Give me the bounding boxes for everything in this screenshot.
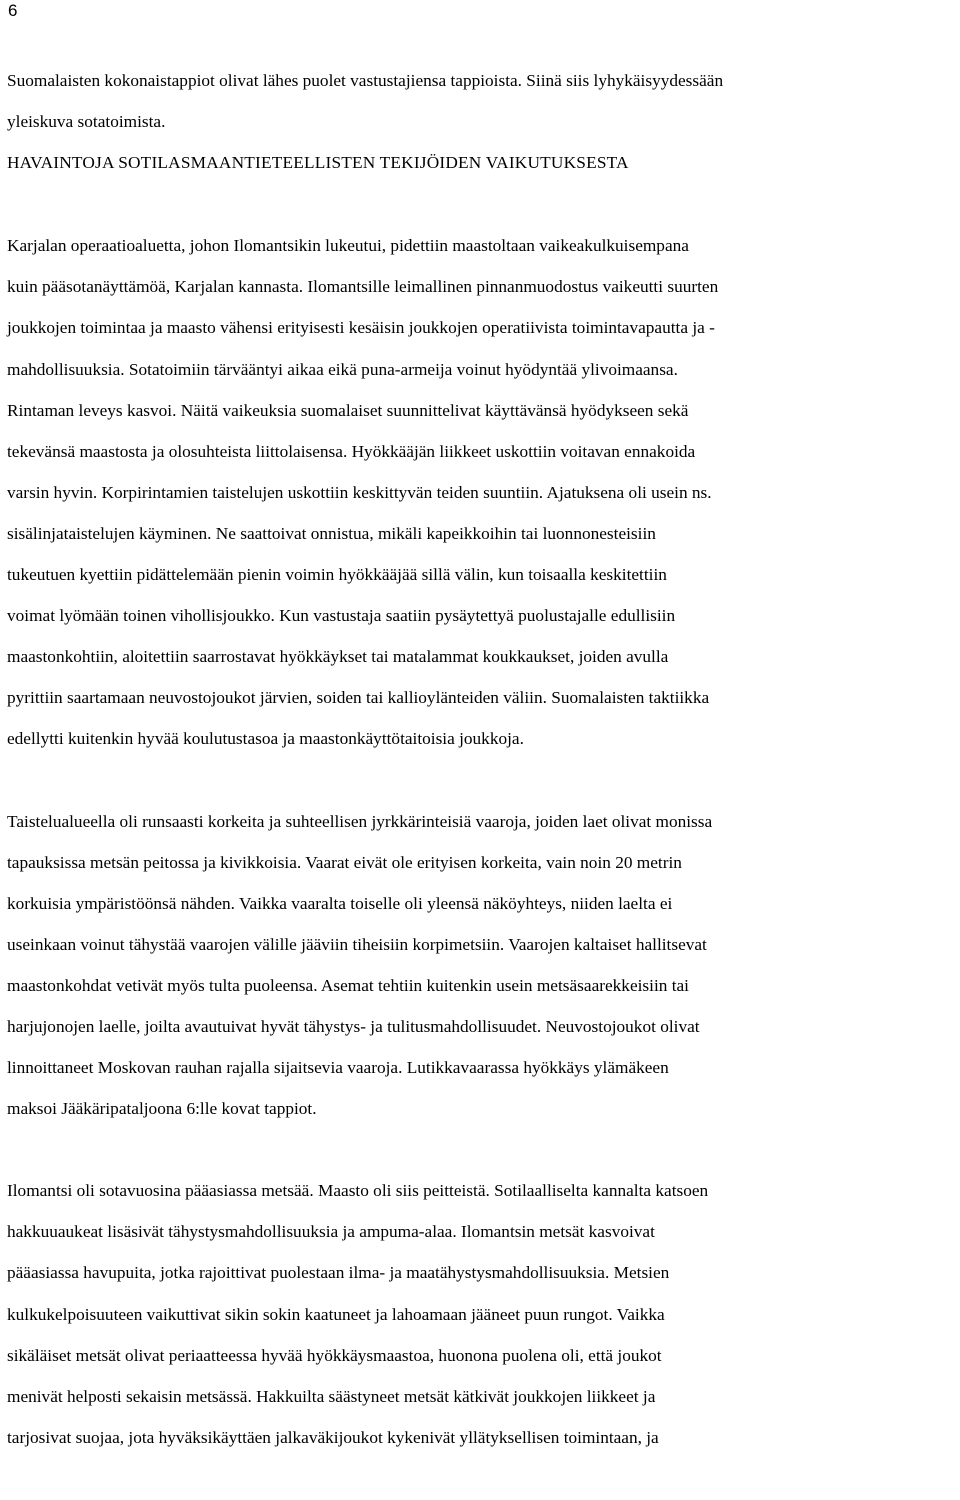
text-line: linnoittaneet Moskovan rauhan rajalla sijaitsevia vaaroja. Lutikkavaarassa hyökkäys ylämäkeen — [7, 1058, 669, 1078]
text-line: maastonkohtiin, aloitettiin saarrostavat hyökkäykset tai matalammat koukkaukset, joiden avulla — [7, 647, 669, 667]
text-line: hakkuuaukeat lisäsivät tähystysmahdollisuuksia ja ampuma-alaa. Ilomantsin metsät kasvoivat — [7, 1222, 655, 1242]
text-line: sikäläiset metsät olivat periaatteessa hyvää hyökkäysmaastoa, huonona puolena oli, että joukot — [7, 1345, 662, 1365]
text-line: tapauksissa metsän peitossa ja kivikkoisia. Vaarat eivät ole erityisen korkeita, vain noin 20 metrin — [7, 852, 682, 872]
text-line: kulkukelpoisuuteen vaikuttivat sikin sokin kaatuneet ja lahoamaan jääneet puun rungot. Vaikka — [7, 1304, 665, 1324]
text-line: useinkaan voinut tähystää vaarojen välille jääviin tiheisiin korpimetsiin. Vaarojen kaltaiset hallitsevat — [7, 934, 707, 954]
text-line: pyrittiin saartamaan neuvostojoukot järvien, soiden tai kallioylänteiden väliin. Suomalaisten taktiikka — [7, 688, 710, 708]
text-line: Taistelualueella oli runsaasti korkeita ja suhteellisen jyrkkärinteisiä vaaroja, joiden laet olivat monissa — [7, 811, 713, 831]
body-paragraph — [7, 225, 955, 759]
body-paragraph — [7, 1170, 955, 1458]
text-line: kuin pääsotanäyttämöä, Karjalan kannasta. Ilomantsille leimallinen pinnanmuodostus vaikeutti suurten — [7, 277, 719, 297]
text-line: joukkojen toimintaa ja maasto vähensi erityisesti kesäisin joukkojen operatiivista toimintavapautta ja - — [7, 318, 715, 338]
text-line: Suomalaisten kokonaistappiot olivat lähes puolet vastustajiensa tappioista. Siinä siis lyhykäisyydessään — [7, 71, 724, 90]
text-line: voimat lyömään toinen vihollisjoukko. Kun vastustaja saatiin pysäytettyä puolustajalle edullisiin — [7, 606, 676, 626]
text-line: tekevänsä maastosta ja olosuhteista liittolaisensa. Hyökkääjän liikkeet uskottiin voitavan ennakoida — [7, 441, 696, 461]
document-body — [7, 60, 955, 1458]
text-line: pääasiassa havupuita, jotka rajoittivat puolestaan ilma- ja maatähystysmahdollisuuksia. Metsien — [7, 1263, 670, 1283]
text-line: tarjosivat suojaa, jota hyväksikäyttäen jalkaväkijoukot kykenivät yllätyksellisen toimintaan, ja — [7, 1427, 659, 1447]
text-line: yleiskuva sotatoimista. — [7, 112, 166, 132]
text-line: Karjalan operaatioaluetta, johon Ilomantsikin lukeutui, pidettiin maastoltaan vaikeakulkuisempana — [7, 236, 689, 256]
body-paragraph — [7, 801, 955, 1130]
section-heading: HAVAINTOJA SOTILASMAANTIETEELLISTEN TEKIJÖIDEN VAIKUTUKSESTA — [7, 153, 629, 173]
text-line: korkuisia ympäristöönsä nähden. Vaikka vaaralta toiselle oli yleensä näköyhteys, niiden laelta ei — [7, 893, 673, 913]
intro-paragraph — [7, 60, 955, 142]
text-line: tukeutuen kyettiin pidättelemään pienin voimin hyökkääjää sillä välin, kun toisaalla keskitettiin — [7, 565, 667, 585]
text-line: sisälinjataistelujen käyminen. Ne saattoivat onnistua, mikäli kapeikkoihin tai luonnonesteisiin — [7, 523, 656, 543]
text-line: Rintaman leveys kasvoi. Näitä vaikeuksia suomalaiset suunnittelivat käyttävänsä hyödykseen sekä — [7, 400, 689, 420]
text-line: Ilomantsi oli sotavuosina pääasiassa metsää. Maasto oli siis peitteistä. Sotilaalliselta kannalta katsoen — [7, 1181, 709, 1201]
text-line: mahdollisuuksia. Sotatoimiin tärvääntyi aikaa eikä puna-armeija voinut hyödyntää ylivoimaansa. — [7, 359, 678, 379]
text-line: menivät helposti sekaisin metsässä. Hakkuilta säästyneet metsät kätkivät joukkojen liikkeet ja — [7, 1386, 656, 1406]
text-line: harjujonojen laelle, joilta avautuivat hyvät tähystys- ja tulitusmahdollisuudet. Neuvostojoukot olivat — [7, 1016, 700, 1036]
text-line: varsin hyvin. Korpirintamien taistelujen uskottiin keskittyvän teiden suuntiin. Ajatuksena oli usein ns. — [7, 482, 712, 502]
text-line: maastonkohdat vetivät myös tulta puoleensa. Asemat tehtiin kuitenkin usein metsäsaarekkeisiin tai — [7, 975, 689, 995]
text-line: edellytti kuitenkin hyvää koulutustasoa ja maastonkäyttötaitoisia joukkoja. — [7, 729, 524, 749]
text-line: maksoi Jääkäripataljoona 6:lle kovat tappiot. — [7, 1099, 317, 1119]
page-number: 6 — [8, 1, 18, 20]
